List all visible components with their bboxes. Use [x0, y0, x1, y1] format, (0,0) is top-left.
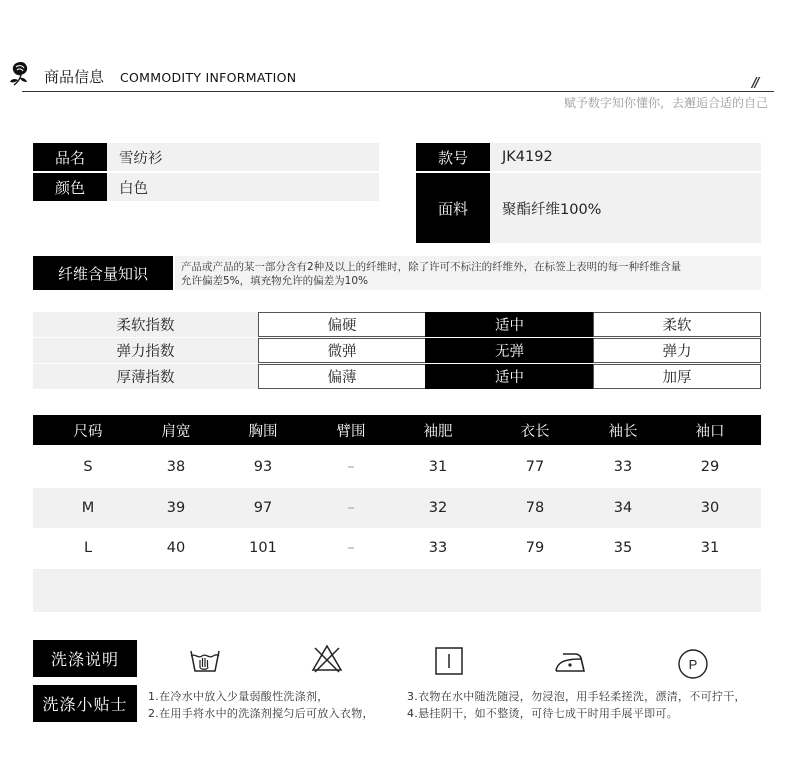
wash-tip-1: 1.在冷水中放入少量弱酸性洗涤剂，	[148, 690, 329, 703]
table-row	[33, 447, 761, 487]
cell-sleeve-length: 33	[613, 459, 633, 475]
thickness-option-thin: 偏薄	[258, 364, 426, 389]
header-divider	[22, 91, 774, 92]
cell-length: 78	[525, 500, 545, 516]
cell-shoulder: 39	[166, 500, 186, 516]
style-label: 款号	[416, 143, 490, 171]
softness-option-hard: 偏硬	[258, 312, 426, 337]
softness-option-soft: 柔软	[593, 312, 761, 337]
cell-sleeve-length: 35	[613, 540, 633, 556]
no-bleach-icon	[310, 642, 344, 676]
table-empty-row	[33, 569, 761, 612]
header-shoulder: 肩宽	[161, 423, 191, 440]
header-size: 尺码	[73, 423, 103, 440]
cell-shoulder: 38	[166, 459, 186, 475]
thickness-index-label: 厚薄指数	[33, 364, 258, 389]
cell-size: S	[83, 459, 93, 475]
fiber-label: 纤维含量知识	[33, 256, 173, 290]
style-value: JK4192	[490, 143, 761, 171]
elasticity-option-none: 无弹	[425, 338, 594, 363]
fiber-text-line1: 产品或产品的某一部分含有2种及以上的纤维时，除了许可不标注的纤维外，在标签上表明的每一种纤维含量	[181, 261, 682, 273]
thickness-option-medium: 适中	[425, 364, 594, 389]
wash-tips-left	[148, 688, 398, 722]
cell-shoulder: 40	[166, 540, 186, 556]
cell-arm: –	[347, 459, 355, 475]
header-length: 衣长	[520, 423, 550, 440]
softness-index-label: 柔软指数	[33, 312, 258, 337]
fabric-value: 聚酯纤维100%	[490, 173, 761, 243]
elasticity-index-label: 弹力指数	[33, 338, 258, 363]
wash-tip-2: 2.在用手将水中的洗涤剂搅匀后可放入衣物，	[148, 707, 374, 720]
table-row	[33, 528, 761, 568]
cell-length: 79	[525, 540, 545, 556]
header-cuff: 袖口	[695, 423, 725, 440]
line-dry-icon	[432, 644, 466, 678]
wash-tips-right	[407, 688, 767, 722]
name-value: 雪纺衫	[107, 143, 379, 171]
svg-text:P: P	[688, 657, 698, 672]
cell-size: L	[83, 540, 93, 556]
size-table-header	[33, 415, 761, 445]
wash-instructions-label: 洗涤说明	[33, 640, 137, 677]
name-label: 品名	[33, 143, 107, 171]
fiber-text-line2: 允许偏差5%，填充物允许的偏差为10%	[181, 275, 368, 287]
header-arm: 臂围	[336, 423, 366, 440]
elasticity-option-stretch: 弹力	[593, 338, 761, 363]
header-sleeve-width: 袖肥	[423, 423, 453, 440]
dry-clean-p-icon	[676, 647, 710, 681]
thickness-option-thick: 加厚	[593, 364, 761, 389]
color-value: 白色	[107, 173, 379, 201]
color-label: 颜色	[33, 173, 107, 201]
header-slash-decoration: //	[752, 76, 758, 91]
cell-cuff: 29	[700, 459, 720, 475]
cell-arm: –	[347, 500, 355, 516]
cell-cuff: 30	[700, 500, 720, 516]
header-title-cn: 商品信息	[44, 68, 105, 86]
elasticity-option-slight: 微弹	[258, 338, 426, 363]
softness-option-medium: 适中	[425, 312, 594, 337]
cell-length: 77	[525, 459, 545, 475]
header-sleeve-length: 袖长	[608, 423, 638, 440]
cell-arm: –	[347, 540, 355, 556]
header-slogan: 赋予数字知你懂你，去邂逅合适的自己	[563, 96, 768, 110]
cell-size: M	[81, 500, 95, 516]
low-iron-icon	[553, 645, 587, 679]
cell-bust: 97	[253, 500, 273, 516]
table-row	[33, 488, 761, 528]
wash-tip-4: 4.悬挂阴干，如不整烫，可待七成干时用手展平即可。	[407, 707, 678, 720]
cell-cuff: 31	[700, 540, 720, 556]
wash-tips-label: 洗涤小贴士	[33, 685, 137, 722]
header-title-en: COMMODITY INFORMATION	[120, 70, 297, 85]
fiber-description	[175, 256, 761, 290]
cell-sleeve-width: 31	[428, 459, 448, 475]
hand-wash-icon	[188, 643, 222, 677]
header-bust: 胸围	[248, 423, 278, 440]
cell-sleeve-width: 33	[428, 540, 448, 556]
cell-sleeve-length: 34	[613, 500, 633, 516]
cell-sleeve-width: 32	[428, 500, 448, 516]
fabric-label: 面料	[416, 173, 490, 243]
wash-tip-3: 3.衣物在水中随洗随浸，勿浸泡，用手轻柔搓洗，漂清，不可拧干，	[407, 690, 746, 703]
cell-bust: 101	[249, 540, 277, 556]
rose-icon	[6, 58, 36, 88]
cell-bust: 93	[253, 459, 273, 475]
